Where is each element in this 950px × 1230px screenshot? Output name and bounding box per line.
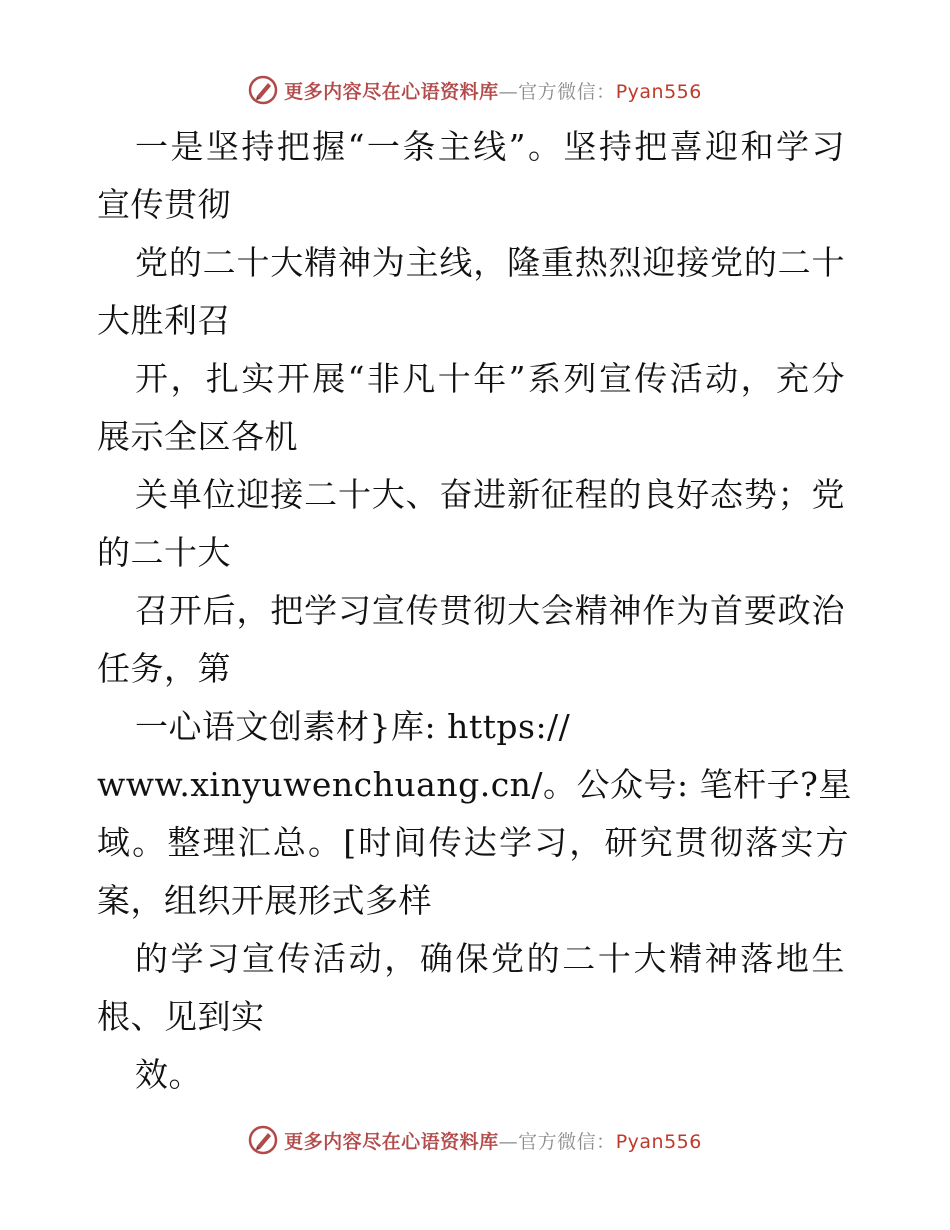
banner-wechat-id: Pyan556: [615, 80, 702, 103]
paragraph-line: 一是坚持把握“一条主线”。坚持把喜迎和学习: [135, 127, 845, 166]
footer-watermark-banner: [0, 1120, 950, 1160]
paragraph-line: www.xinyuwenchuang.cn/。公众号: 笔杆子?星: [97, 765, 852, 804]
paragraph-line: 根、见到实: [97, 997, 265, 1036]
paragraph-line: 关单位迎接二十大、奋进新征程的良好态势；党: [135, 475, 845, 514]
banner-separator: —: [498, 80, 519, 103]
banner-text: [284, 1127, 702, 1154]
paragraph-line: 的二十大: [97, 533, 231, 572]
paragraph-line: 展示全区各机: [97, 417, 298, 456]
paragraph-line: 一心语文创素材}库: https://: [135, 707, 571, 746]
paragraph-line: 大胜利召: [97, 301, 231, 340]
banner-wechat-label: 官方微信：: [518, 80, 616, 103]
banner-main-text: 更多内容尽在心语资料库: [284, 1130, 499, 1153]
paragraph-line: 域。整理汇总。[时间传达学习，研究贯彻落实方: [97, 823, 849, 862]
banner-separator: —: [498, 1130, 519, 1153]
paragraph-line: 的学习宣传活动，确保党的二十大精神落地生: [135, 939, 845, 978]
paragraph-line: 召开后，把学习宣传贯彻大会精神作为首要政治: [135, 591, 845, 630]
paragraph-line: 案，组织开展形式多样: [97, 881, 432, 920]
banner-main-text: 更多内容尽在心语资料库: [284, 80, 499, 103]
paragraph-line: 任务，第: [97, 649, 231, 688]
banner-wechat-label: 官方微信：: [518, 1130, 616, 1153]
paragraph-line: 党的二十大精神为主线，隆重热烈迎接党的二十: [135, 243, 845, 282]
paragraph-line: 效。: [135, 1055, 202, 1094]
paragraph-line: 宣传贯彻: [97, 185, 231, 224]
banner-wechat-id: Pyan556: [615, 1130, 702, 1153]
pen-logo-icon: [248, 1125, 278, 1155]
paragraph-line: 开，扎实开展“非凡十年”系列宣传活动，充分: [135, 359, 845, 398]
